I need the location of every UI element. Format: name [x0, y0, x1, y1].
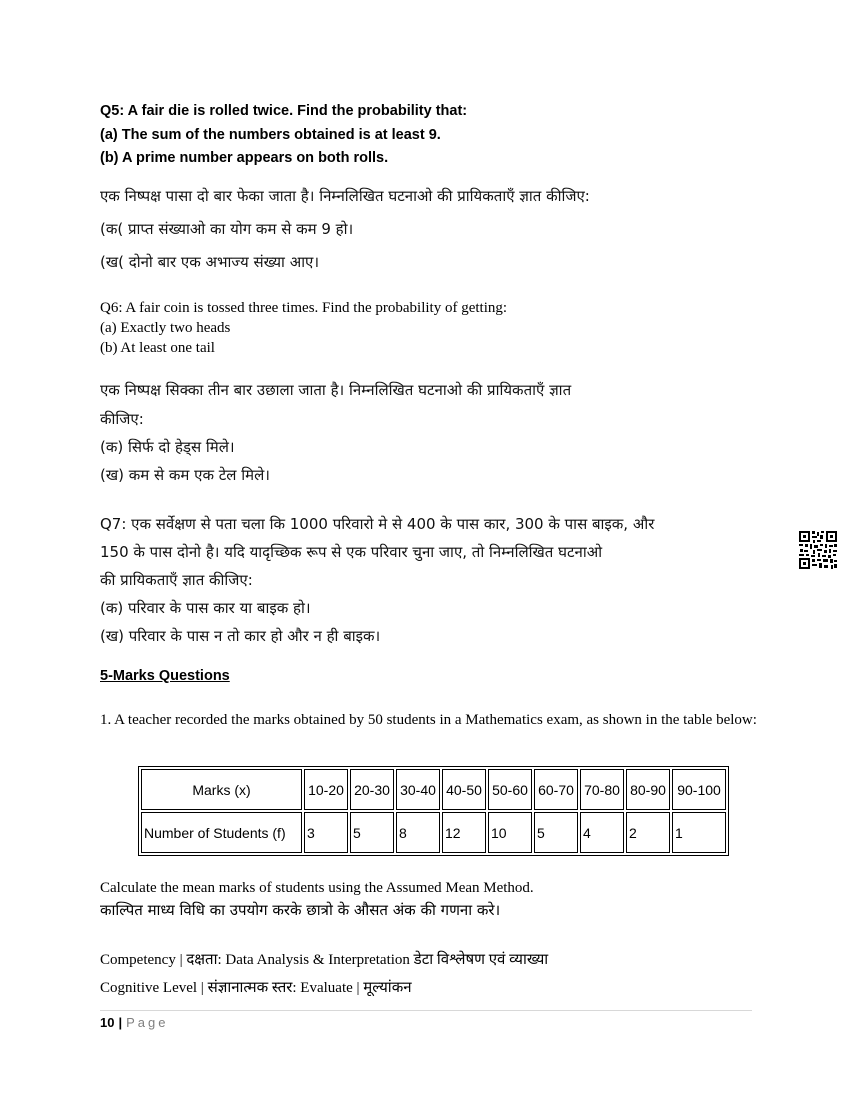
q7-line2: 150 के पास दोनो है। यदि यादृच्छिक रूप से एक परिवार चुना जाए, तो निम्नलिखित घटनाओ [100, 543, 603, 561]
marks-row [141, 769, 726, 810]
q7-line1: Q7: एक सर्वेक्षण से पता चला कि 1000 परिवारो मे से 400 के पास कार, 300 के पास बाइक, और [100, 515, 655, 533]
q5-part-b: (b) A prime number appears on both rolls. [100, 150, 389, 166]
q5-hindi-question: एक निष्पक्ष पासा दो बार फेका जाता है। निम्नलिखित घटनाओ की प्रायिकताएँ ज्ञात कीजिए: [100, 187, 590, 205]
footer-divider [100, 1010, 752, 1011]
page-number: 10 [100, 1015, 115, 1030]
class-cell: 20-30 [350, 769, 394, 810]
frequency-row-label: Number of Students (f) [141, 812, 302, 853]
q8-meta [100, 946, 548, 1002]
q6-question: Q6: A fair coin is tossed three times. Find the probability of getting: [100, 300, 508, 316]
q8-instructions [100, 877, 534, 921]
frequency-cell: 1 [672, 812, 726, 853]
class-cell: 80-90 [626, 769, 670, 810]
frequency-cell: 10 [488, 812, 532, 853]
q7-block [100, 510, 740, 650]
frequency-cell: 5 [534, 812, 578, 853]
q8-instruction-hi: काल्पित माध्य विधि का उपयोग करके छात्रो के औसत अंक की गणना करे। [100, 901, 501, 919]
class-cell: 50-60 [488, 769, 532, 810]
class-cell: 40-50 [442, 769, 486, 810]
q5-block [100, 100, 467, 171]
q7-part-a: (क) परिवार के पास कार या बाइक हो। [100, 599, 311, 617]
q6-hindi-part-a: (क) सिर्फ दो हेड्स मिले। [100, 438, 235, 456]
q5-question: Q5: A fair die is rolled twice. Find the probability that: [100, 103, 468, 119]
class-cell: 30-40 [396, 769, 440, 810]
frequency-cell: 8 [396, 812, 440, 853]
frequency-cell: 4 [580, 812, 624, 853]
frequency-row [141, 812, 726, 853]
q5-part-a: (a) The sum of the numbers obtained is at least 9. [100, 126, 441, 143]
q5-hindi-part-b: (ख( दोनो बार एक अभाज्य संख्या आए। [100, 253, 320, 271]
marks-table [138, 766, 729, 856]
q6-hindi-part-b: (ख) कम से कम एक टेल मिले। [100, 466, 270, 484]
qr-code-icon [798, 530, 838, 570]
page-label: Page [126, 1015, 169, 1030]
q8-instruction-en: Calculate the mean marks of students using the Assumed Mean Method. [100, 880, 534, 896]
cognitive-level-line: Cognitive Level | संज्ञानात्मक स्तर: Evaluate | मूल्यांकन [100, 980, 412, 996]
q6-part-a: (a) Exactly two heads [100, 320, 231, 336]
q6-part-b: (b) At least one tail [100, 340, 215, 356]
q7-part-b: (ख) परिवार के पास न तो कार हो और न ही बाइक। [100, 627, 381, 645]
frequency-cell: 2 [626, 812, 670, 853]
frequency-cell: 3 [304, 812, 348, 853]
section-heading: 5-Marks Questions [100, 668, 230, 684]
frequency-cell: 5 [350, 812, 394, 853]
class-cell: 10-20 [304, 769, 348, 810]
q8-intro: 1. A teacher recorded the marks obtained by 50 students in a Mathematics exam, as shown in the table below: [100, 712, 757, 728]
q7-line3: की प्रायिकताएँ ज्ञात कीजिए: [100, 571, 253, 589]
class-cell: 60-70 [534, 769, 578, 810]
page-footer [100, 1015, 168, 1030]
competency-line: Competency | दक्षता: Data Analysis & Interpretation डेटा विश्लेषण एवं व्याख्या [100, 952, 549, 968]
q6-hindi-line1: एक निष्पक्ष सिक्का तीन बार उछाला जाता है। निम्नलिखित घटनाओ की प्रायिकताएँ ज्ञात [100, 381, 572, 399]
frequency-cell: 12 [442, 812, 486, 853]
footer-separator: | [118, 1015, 123, 1030]
q6-hindi-line2: कीजिए: [100, 410, 144, 428]
class-cell: 90-100 [672, 769, 726, 810]
marks-row-label: Marks (x) [141, 769, 302, 810]
q6-block [100, 298, 507, 358]
q5-hindi-part-a: (क( प्राप्त संख्याओ का योग कम से कम 9 हो। [100, 220, 354, 238]
class-cell: 70-80 [580, 769, 624, 810]
